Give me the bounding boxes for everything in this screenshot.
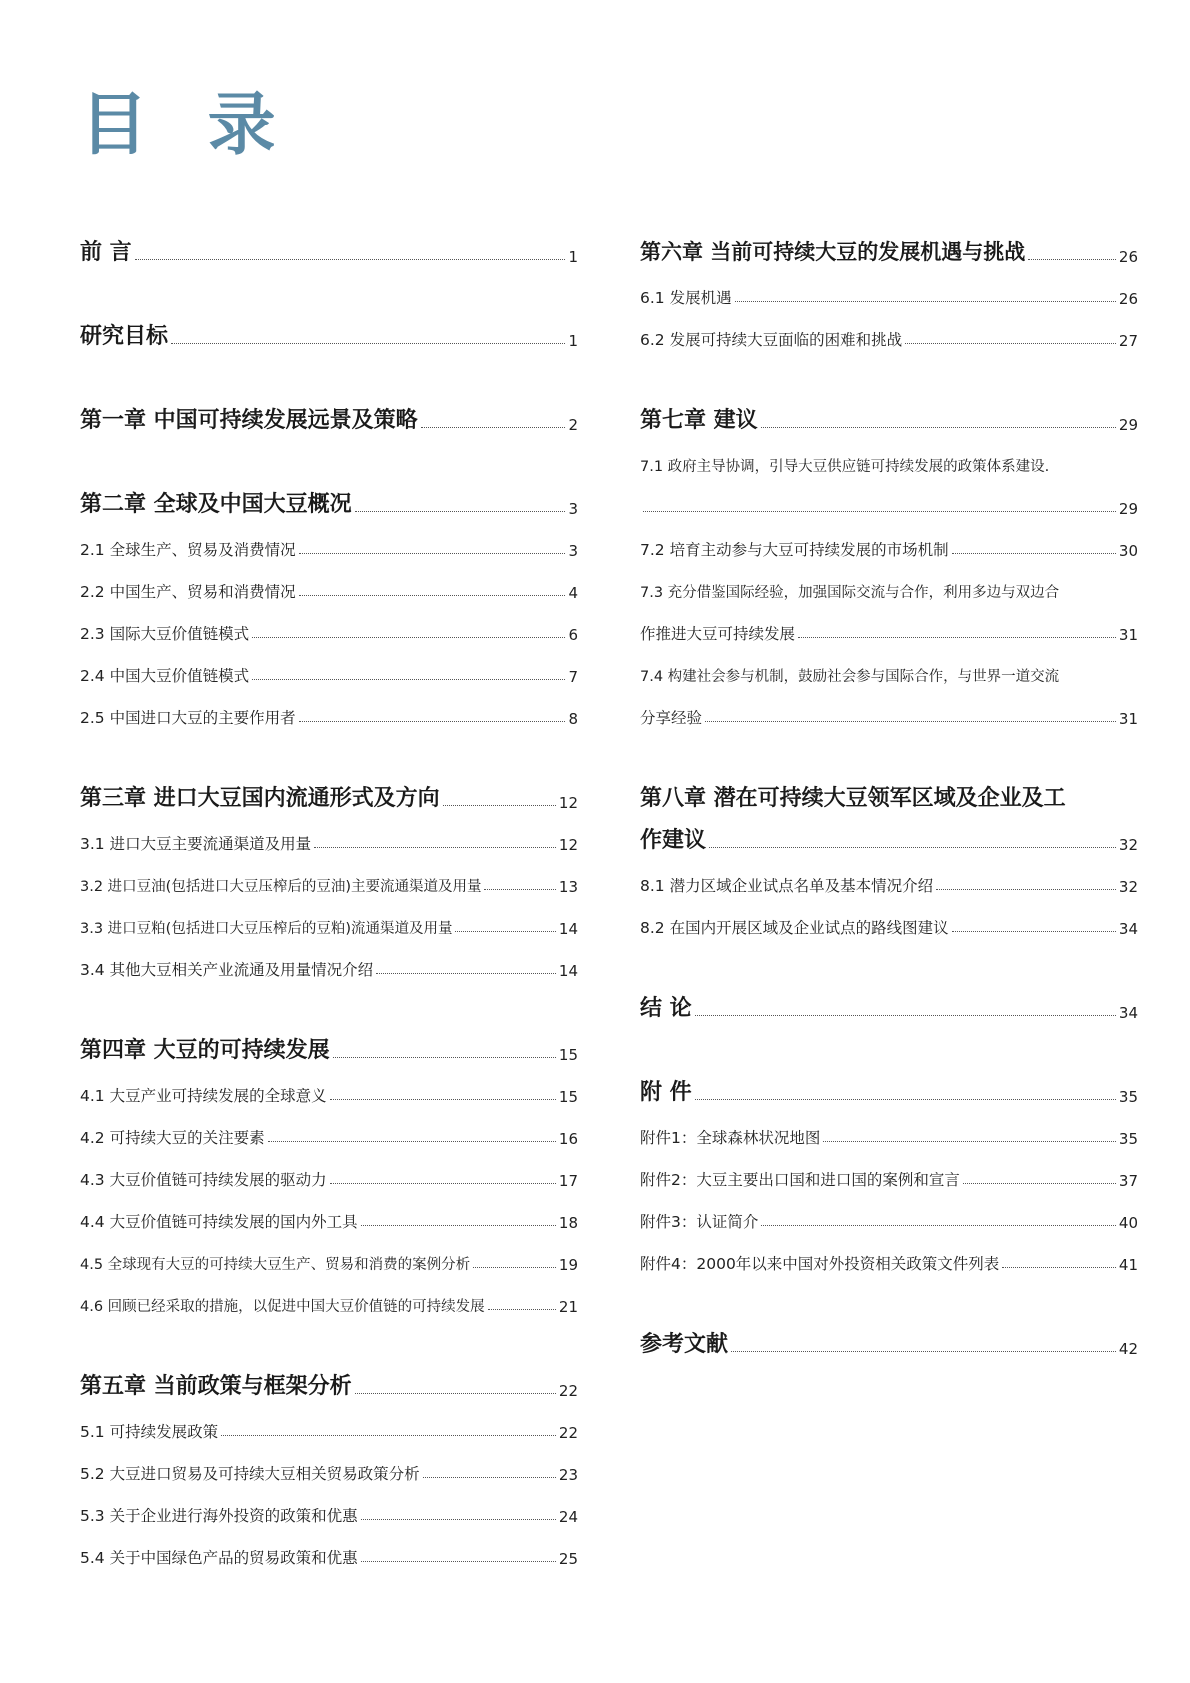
toc-entry-title: 7.3 充分借鉴国际经验，加强国际交流与合作，利用多边与双边合 — [640, 585, 1060, 601]
toc-entry-title: 3.4 其他大豆相关产业流通及用量情况介绍 — [80, 961, 374, 979]
toc-entry-page: 19 — [558, 1256, 578, 1274]
toc-entry-7-4-line1[interactable] — [640, 652, 1138, 694]
dot-leader — [443, 805, 556, 806]
toc-entry-chapter-6[interactable] — [640, 232, 1138, 274]
toc-entry-5-2[interactable] — [80, 1450, 578, 1492]
toc-entry-title: 第一章 中国可持续发展远景及策略 — [80, 408, 418, 433]
dot-leader — [952, 553, 1116, 554]
toc-entry-page: 21 — [558, 1298, 578, 1316]
toc-entry-title: 参考文献 — [640, 1332, 729, 1357]
dot-leader — [695, 1099, 1116, 1100]
toc-entry-chapter-8-line2[interactable] — [640, 820, 1138, 862]
toc-entry-title: 附件4：2000年以来中国对外投资相关政策文件列表 — [640, 1255, 1000, 1273]
toc-entry-page: 22 — [558, 1424, 578, 1442]
toc-entry-page: 18 — [558, 1214, 578, 1232]
dot-leader — [423, 1477, 556, 1478]
toc-entry-4-5[interactable] — [80, 1240, 578, 1282]
dot-leader — [361, 1561, 556, 1562]
dot-leader — [1028, 259, 1116, 260]
toc-entry-preface[interactable] — [80, 232, 578, 274]
toc-entry-page: 8 — [568, 710, 578, 728]
toc-entry-5-1[interactable] — [80, 1408, 578, 1450]
toc-entry-page: 31 — [1118, 710, 1138, 728]
toc-entry-title: 前 言 — [80, 240, 132, 265]
toc-entry-title: 2.3 国际大豆价值链模式 — [80, 625, 250, 643]
toc-entry-4-2[interactable] — [80, 1114, 578, 1156]
toc-entry-page: 41 — [1118, 1256, 1138, 1274]
toc-entry-title: 附件3：认证简介 — [640, 1213, 759, 1231]
dot-leader — [455, 931, 555, 932]
dot-leader — [221, 1435, 556, 1436]
toc-entry-3-4[interactable] — [80, 946, 578, 988]
dot-leader — [330, 1183, 556, 1184]
toc-entry-title: 3.2 进口豆油(包括进口大豆压榨后的豆油)主要流通渠道及用量 — [80, 879, 482, 895]
toc-entry-2-2[interactable] — [80, 568, 578, 610]
toc-entry-7-3-line1[interactable] — [640, 568, 1138, 610]
page-title: 目 录 — [80, 86, 294, 165]
toc-entry-chapter-8-line1[interactable] — [640, 778, 1138, 820]
toc-entry-6-2[interactable] — [640, 316, 1138, 358]
dot-leader — [299, 721, 566, 722]
dot-leader — [268, 1141, 556, 1142]
toc-entry-7-1-line1[interactable] — [640, 442, 1138, 484]
toc-entry-title: 5.4 关于中国绿色产品的贸易政策和优惠 — [80, 1549, 358, 1567]
dot-leader — [798, 637, 1116, 638]
toc-entry-page: 14 — [558, 920, 578, 938]
toc-entry-title: 2.4 中国大豆价值链模式 — [80, 667, 250, 685]
toc-entry-title: 7.4 构建社会参与机制，鼓励社会参与国际合作，与世界一道交流 — [640, 669, 1060, 685]
toc-entry-title: 第八章 潜在可持续大豆领军区域及企业及工 — [640, 786, 1066, 811]
toc-entry-title: 4.1 大豆产业可持续发展的全球意义 — [80, 1087, 327, 1105]
toc-entry-4-3[interactable] — [80, 1156, 578, 1198]
toc-entry-references[interactable] — [640, 1324, 1138, 1366]
dot-leader — [361, 1519, 556, 1520]
dot-leader — [731, 1351, 1116, 1352]
toc-entry-page: 13 — [558, 878, 578, 896]
toc-left-column — [80, 232, 578, 1576]
toc-entry-title: 2.2 中国生产、贸易和消费情况 — [80, 583, 296, 601]
dot-leader — [299, 595, 566, 596]
toc-entry-2-3[interactable] — [80, 610, 578, 652]
toc-entry-page: 3 — [568, 500, 578, 518]
toc-entry-title: 附件1：全球森林状况地图 — [640, 1129, 821, 1147]
dot-leader — [376, 973, 556, 974]
dot-leader — [735, 301, 1116, 302]
toc-entry-conclusion[interactable] — [640, 988, 1138, 1030]
toc-entry-title: 5.2 大豆进口贸易及可持续大豆相关贸易政策分析 — [80, 1465, 420, 1483]
toc-entry-appendix[interactable] — [640, 1072, 1138, 1114]
toc-entry-7-3-line2[interactable] — [640, 610, 1138, 652]
toc-entry-title: 2.1 全球生产、贸易及消费情况 — [80, 541, 296, 559]
toc-entry-7-2[interactable] — [640, 526, 1138, 568]
toc-entry-page: 26 — [1118, 248, 1138, 266]
toc-entry-page: 42 — [1118, 1340, 1138, 1358]
toc-entry-7-4-line2[interactable] — [640, 694, 1138, 736]
toc-entry-page: 30 — [1118, 542, 1138, 560]
toc-entry-page: 4 — [568, 584, 578, 602]
toc-entry-title: 2.5 中国进口大豆的主要作用者 — [80, 709, 296, 727]
dot-leader — [361, 1225, 556, 1226]
dot-leader — [761, 1225, 1116, 1226]
toc-entry-4-6[interactable] — [80, 1282, 578, 1324]
toc-entry-page: 1 — [568, 248, 578, 266]
toc-entry-research-goals[interactable] — [80, 316, 578, 358]
dot-leader — [473, 1267, 556, 1268]
toc-entry-title: 分享经验 — [640, 709, 703, 727]
dot-leader — [1002, 1267, 1116, 1268]
toc-entry-appendix-4[interactable] — [640, 1240, 1138, 1282]
toc-entry-title: 附 件 — [640, 1080, 692, 1105]
toc-entry-4-1[interactable] — [80, 1072, 578, 1114]
toc-entry-title: 第七章 建议 — [640, 408, 758, 433]
dot-leader — [355, 1393, 556, 1394]
toc-entry-appendix-3[interactable] — [640, 1198, 1138, 1240]
toc-entry-page: 24 — [558, 1508, 578, 1526]
toc-entry-page: 6 — [568, 626, 578, 644]
dot-leader — [952, 931, 1116, 932]
dot-leader — [488, 1309, 556, 1310]
dot-leader — [330, 1099, 556, 1100]
dot-leader — [643, 511, 1116, 512]
dot-leader — [963, 1183, 1116, 1184]
toc-entry-page: 1 — [568, 332, 578, 350]
toc-entry-page: 12 — [558, 836, 578, 854]
toc-entry-title: 作推进大豆可持续发展 — [640, 625, 796, 643]
toc-entry-page: 35 — [1118, 1088, 1138, 1106]
toc-entry-title: 4.5 全球现有大豆的可持续大豆生产、贸易和消费的案例分析 — [80, 1257, 471, 1273]
toc-entry-chapter-4[interactable] — [80, 1030, 578, 1072]
dot-leader — [355, 511, 566, 512]
toc-entry-page: 14 — [558, 962, 578, 980]
toc-entry-page: 22 — [558, 1382, 578, 1400]
toc-entry-page: 31 — [1118, 626, 1138, 644]
toc-entry-page: 32 — [1118, 836, 1138, 854]
toc-entry-3-1[interactable] — [80, 820, 578, 862]
dot-leader — [823, 1141, 1116, 1142]
dot-leader — [314, 847, 556, 848]
dot-leader — [171, 343, 565, 344]
toc-entry-page: 35 — [1118, 1130, 1138, 1148]
toc-entry-title: 第二章 全球及中国大豆概况 — [80, 492, 352, 517]
toc-entry-page: 15 — [558, 1088, 578, 1106]
toc-entry-page: 29 — [1118, 500, 1138, 518]
dot-leader — [135, 259, 566, 260]
toc-entry-8-1[interactable] — [640, 862, 1138, 904]
toc-right-column — [640, 232, 1138, 1366]
toc-entry-5-4[interactable] — [80, 1534, 578, 1576]
toc-entry-7-1-line2[interactable] — [640, 484, 1138, 526]
dot-leader — [761, 427, 1116, 428]
toc-entry-2-1[interactable] — [80, 526, 578, 568]
toc-entry-3-2[interactable] — [80, 862, 578, 904]
toc-entry-chapter-5[interactable] — [80, 1366, 578, 1408]
toc-entry-title: 4.6 回顾已经采取的措施，以促进中国大豆价值链的可持续发展 — [80, 1299, 485, 1315]
toc-entry-page: 37 — [1118, 1172, 1138, 1190]
toc-entry-title: 6.1 发展机遇 — [640, 289, 732, 307]
toc-entry-page: 17 — [558, 1172, 578, 1190]
toc-entry-appendix-1[interactable] — [640, 1114, 1138, 1156]
toc-entry-page: 16 — [558, 1130, 578, 1148]
toc-entry-title: 5.1 可持续发展政策 — [80, 1423, 219, 1441]
toc-entry-2-4[interactable] — [80, 652, 578, 694]
dot-leader — [421, 427, 566, 428]
toc-entry-chapter-1[interactable] — [80, 400, 578, 442]
toc-entry-page: 2 — [568, 416, 578, 434]
toc-entry-title: 3.1 进口大豆主要流通渠道及用量 — [80, 835, 312, 853]
dot-leader — [252, 637, 565, 638]
toc-entry-title: 第三章 进口大豆国内流通形式及方向 — [80, 786, 440, 811]
toc-entry-page: 23 — [558, 1466, 578, 1484]
toc-entry-page: 40 — [1118, 1214, 1138, 1232]
toc-entry-title: 第四章 大豆的可持续发展 — [80, 1038, 330, 1063]
toc-entry-title: 4.4 大豆价值链可持续发展的国内外工具 — [80, 1213, 358, 1231]
toc-entry-title: 8.1 潜力区域企业试点名单及基本情况介绍 — [640, 877, 934, 895]
toc-entry-page: 29 — [1118, 416, 1138, 434]
dot-leader — [936, 889, 1116, 890]
toc-entry-page: 3 — [568, 542, 578, 560]
toc-entry-page: 34 — [1118, 1004, 1138, 1022]
toc-entry-title: 7.1 政府主导协调，引导大豆供应链可持续发展的政策体系建设. — [640, 459, 1050, 475]
toc-entry-title: 作建议 — [640, 828, 707, 853]
toc-entry-page: 26 — [1118, 290, 1138, 308]
toc-entry-page: 7 — [568, 668, 578, 686]
dot-leader — [705, 721, 1116, 722]
dot-leader — [905, 343, 1116, 344]
toc-entry-chapter-3[interactable] — [80, 778, 578, 820]
dot-leader — [695, 1015, 1116, 1016]
toc-entry-page: 15 — [558, 1046, 578, 1064]
toc-entry-page: 34 — [1118, 920, 1138, 938]
toc-entry-page: 32 — [1118, 878, 1138, 896]
toc-entry-title: 4.3 大豆价值链可持续发展的驱动力 — [80, 1171, 327, 1189]
toc-entry-5-3[interactable] — [80, 1492, 578, 1534]
toc-entry-title: 7.2 培育主动参与大豆可持续发展的市场机制 — [640, 541, 949, 559]
toc-entry-title: 第六章 当前可持续大豆的发展机遇与挑战 — [640, 240, 1026, 264]
toc-entry-title: 6.2 发展可持续大豆面临的困难和挑战 — [640, 331, 903, 349]
toc-entry-2-5[interactable] — [80, 694, 578, 736]
toc-entry-title: 结 论 — [640, 996, 692, 1021]
toc-entry-title: 5.3 关于企业进行海外投资的政策和优惠 — [80, 1507, 358, 1525]
dot-leader — [333, 1057, 556, 1058]
dot-leader — [709, 847, 1116, 848]
toc-entry-chapter-2[interactable] — [80, 484, 578, 526]
toc-entry-title: 3.3 进口豆粕(包括进口大豆压榨后的豆粕)流通渠道及用量 — [80, 921, 453, 937]
toc-entry-3-3[interactable] — [80, 904, 578, 946]
toc-entry-chapter-7[interactable] — [640, 400, 1138, 442]
toc-entry-title: 附件2：大豆主要出口国和进口国的案例和宣言 — [640, 1171, 960, 1189]
toc-entry-page: 12 — [558, 794, 578, 812]
dot-leader — [252, 679, 565, 680]
dot-leader — [484, 889, 555, 890]
toc-entry-appendix-2[interactable] — [640, 1156, 1138, 1198]
toc-entry-title: 研究目标 — [80, 324, 169, 349]
toc-entry-title: 8.2 在国内开展区域及企业试点的路线图建议 — [640, 919, 949, 937]
toc-entry-4-4[interactable] — [80, 1198, 578, 1240]
dot-leader — [299, 553, 566, 554]
toc-entry-8-2[interactable] — [640, 904, 1138, 946]
toc-entry-page: 25 — [558, 1550, 578, 1568]
toc-entry-page: 27 — [1118, 332, 1138, 350]
toc-entry-title: 4.2 可持续大豆的关注要素 — [80, 1129, 265, 1147]
toc-entry-title: 第五章 当前政策与框架分析 — [80, 1374, 352, 1399]
toc-entry-6-1[interactable] — [640, 274, 1138, 316]
